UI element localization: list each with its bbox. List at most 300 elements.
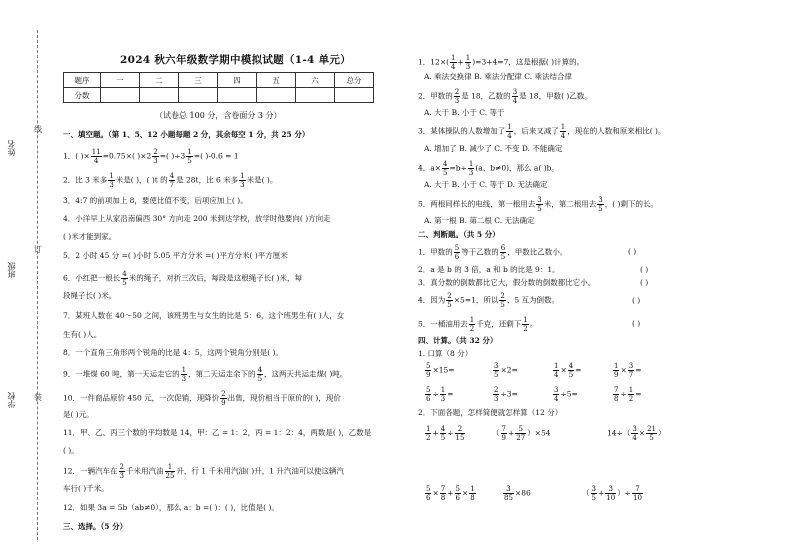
fraction: [493, 386, 499, 403]
denominator: 5: [122, 279, 127, 287]
numerator: 2: [494, 386, 499, 394]
text: 、5 互为倒数。: [506, 295, 559, 305]
numerator: 5: [426, 362, 431, 370]
text: 米，第二根用去: [543, 199, 597, 209]
text: ，第二天运走余下的: [188, 369, 256, 379]
binding-mark: 线: [34, 125, 42, 134]
choice-4-options: A. 大于 B. 小于 C. 等于 D. 无法确定: [424, 180, 548, 189]
fraction: [503, 485, 514, 502]
denominator: 3: [181, 375, 187, 383]
text: 米的绳子，对折三次后，每段是这根绳子长( )米，每: [128, 273, 302, 283]
binding-mark: 订: [34, 245, 42, 254]
text: （: [582, 488, 590, 498]
fraction: [469, 485, 475, 502]
denominator: 9: [501, 434, 506, 442]
numerator: 1: [240, 172, 245, 180]
text: 9．一堆煤 60 吨，第一天运走它的: [63, 369, 180, 379]
text: ）: [658, 428, 666, 438]
section-fill-blank: 一、填空题。（第 1、5、12 小题每题 2 分，其余每空 1 分，共 25 分）: [63, 130, 310, 139]
text: ×15=: [432, 365, 455, 375]
class-label: 班级: [7, 262, 16, 278]
judge-5: [418, 316, 537, 333]
operator: +: [597, 488, 605, 498]
numerator: 1: [468, 160, 474, 168]
oral-calc-item: [424, 362, 455, 379]
text: 2．甲数的: [418, 91, 453, 101]
table-cell: 题序: [64, 73, 101, 88]
text: 3．某体操队的人数增加了: [418, 126, 506, 136]
table-cell: 六: [296, 73, 335, 88]
question-10: [63, 390, 341, 407]
fraction: [220, 390, 226, 407]
oral-calc-heading: 1. 口算（8 分）: [418, 349, 473, 358]
numerator: 5: [426, 485, 431, 493]
numerator: 6: [500, 244, 506, 252]
fraction: [169, 172, 175, 189]
score-input-cell[interactable]: [140, 88, 179, 103]
denominator: 4: [451, 63, 456, 71]
numerator: 3: [554, 386, 559, 394]
numerator: 1: [560, 123, 566, 131]
denominator: 6: [426, 395, 431, 403]
text: ，现在的人数和原来相比( )。: [567, 126, 666, 136]
oral-calc-item: [552, 386, 578, 403]
denominator: 4: [507, 132, 512, 140]
denominator: 2: [628, 395, 634, 403]
fraction: [455, 425, 466, 442]
numerator: 2: [447, 292, 452, 300]
denominator: 27: [516, 434, 526, 442]
text: ，( )剩下的长。: [604, 199, 658, 209]
numerator: 1: [470, 485, 475, 493]
numerator: 1: [554, 362, 559, 370]
text: +: [457, 57, 464, 67]
choice-4: [418, 160, 559, 177]
numerator: 1: [507, 123, 512, 131]
numerator: 3: [512, 88, 518, 96]
fraction: [455, 485, 461, 502]
table-cell: 四: [218, 73, 257, 88]
numerator: 2: [455, 425, 466, 434]
denominator: 5: [500, 301, 505, 309]
numerator: 3: [598, 196, 603, 204]
numerator: 7: [614, 386, 619, 394]
text: ÷: [432, 389, 439, 399]
fraction: [91, 148, 102, 165]
denominator: 9: [426, 371, 431, 379]
fraction: [108, 172, 114, 189]
denominator: 8: [614, 395, 619, 403]
text: ）×54: [527, 428, 551, 438]
score-input-cell[interactable]: [101, 88, 140, 103]
denominator: 8: [440, 494, 446, 502]
numerator: 4: [440, 425, 446, 433]
fraction: [512, 88, 518, 105]
fraction: [239, 172, 245, 189]
question-1: [63, 148, 239, 165]
denominator: 5: [494, 371, 499, 379]
oral-calc-item: [612, 386, 642, 403]
question-12-cont: 车行( )千米。: [63, 484, 109, 493]
table-cell: 分数: [64, 88, 101, 103]
fraction: [425, 425, 431, 442]
table-cell: 三: [179, 73, 218, 88]
question-3: 3．4:7 的前项加上 8，要使比值不变，后项应加上( )。: [63, 196, 248, 205]
numerator: 1: [440, 386, 446, 394]
judge-1-answer[interactable]: ( ): [628, 247, 637, 256]
question-4: 4．小洋早上从家沿南偏西 30° 方向走 200 米到达学校，放学时他要向( )方向走: [63, 214, 331, 223]
numerator: 7: [632, 485, 643, 494]
text: 千克，还剩下: [476, 319, 522, 329]
denominator: 4: [632, 434, 637, 442]
choice-1-options: A. 乘法交换律 B. 乘法分配律 C. 乘法结合律: [424, 72, 572, 81]
denominator: 5: [500, 253, 506, 261]
question-12: [63, 463, 344, 480]
denominator: 10: [632, 494, 642, 502]
fraction: [631, 425, 637, 442]
denominator: 6: [454, 253, 460, 261]
numerator: 2: [221, 390, 226, 398]
text: )=3+4=7，这是根据( )计算的。: [472, 57, 585, 67]
text: 。: [529, 319, 538, 329]
numerator: 5: [455, 485, 460, 493]
fraction: [553, 362, 559, 379]
question-10-cont: 是( )元。: [63, 410, 94, 419]
denominator: 2: [469, 325, 475, 333]
text: 2．比 3 米多: [63, 175, 108, 185]
question-4-cont: ( )米才能到家。: [63, 232, 117, 241]
denominator: 5: [257, 375, 263, 383]
text: 14÷（: [607, 428, 631, 438]
denominator: 9: [221, 399, 226, 407]
denominator: 25: [165, 472, 175, 480]
fraction: [613, 362, 619, 379]
judge-4: [418, 292, 559, 309]
text: 米是( )。: [246, 175, 278, 185]
score-input-cell[interactable]: [296, 88, 335, 103]
text: ÷3=: [500, 389, 518, 399]
numerator: 2: [153, 148, 158, 156]
fraction: [446, 292, 452, 309]
text: 千米用汽油: [126, 466, 164, 476]
numerator: 2: [119, 463, 125, 471]
text: =b÷: [449, 163, 467, 173]
text: 5．两根同样长的电线，第一根用去: [418, 199, 536, 209]
judge-3-answer[interactable]: ( ): [640, 278, 649, 287]
fraction: [560, 123, 566, 140]
simplify-calc-item: [607, 425, 666, 442]
numerator: 1: [465, 54, 471, 62]
denominator: 4: [554, 395, 559, 403]
denominator: 3: [109, 181, 114, 189]
oral-calc-item: [492, 386, 518, 403]
numerator: 1: [451, 54, 456, 62]
numerator: 21: [647, 425, 657, 433]
text: 米是( )，( )t 的: [115, 175, 168, 185]
question-6: [63, 270, 302, 287]
denominator: 5: [187, 157, 192, 165]
denominator: 6: [455, 494, 460, 502]
numerator: 1: [181, 366, 187, 374]
table-cell: 一: [101, 73, 140, 88]
choice-1: [418, 54, 584, 71]
operator: ×: [432, 488, 439, 498]
fraction: [181, 366, 187, 383]
score-input-cell[interactable]: [257, 88, 296, 103]
numerator: 1: [614, 362, 619, 370]
fraction: [515, 425, 526, 442]
numerator: 5: [515, 425, 526, 434]
judge-3: 3．真分数的倒数都比它大，假分数的倒数都比它小。: [418, 278, 596, 287]
score-input-cell[interactable]: [218, 88, 257, 103]
denominator: 5: [447, 301, 452, 309]
denominator: 5: [591, 494, 596, 502]
judge-4-answer[interactable]: ( ): [632, 296, 641, 305]
text: =( )-0.6 = 1: [193, 151, 239, 161]
text: ×86: [514, 488, 531, 498]
fraction: [493, 362, 499, 379]
text: 是 28t，比 6 米多: [176, 175, 239, 185]
fraction: [605, 485, 616, 502]
fraction: [501, 425, 507, 442]
choice-5: [418, 196, 658, 213]
denominator: 5: [537, 205, 542, 213]
score-input-cell[interactable]: [179, 88, 218, 103]
score-table-row: [64, 88, 374, 103]
numerator: 4: [443, 160, 448, 168]
numerator: 2: [500, 292, 505, 300]
fraction: [468, 160, 474, 177]
numerator: 3: [503, 485, 514, 494]
text: 是 18，乙数的: [461, 91, 511, 101]
choice-3: [418, 123, 665, 140]
school-label: 学校: [7, 392, 16, 408]
denominator: 7: [169, 181, 175, 189]
text: 是 18，甲数( )乙数。: [519, 91, 592, 101]
numerator: 3: [628, 362, 634, 370]
text: ）÷: [617, 488, 631, 498]
text: (a、b≠0)，那么 a( )b。: [475, 163, 559, 173]
text: ×: [620, 365, 627, 375]
denominator: 3: [119, 472, 125, 480]
judge-5-answer[interactable]: ( ): [632, 319, 641, 328]
section-choice: 三、选择。（5 分）: [63, 522, 128, 531]
fraction: [425, 386, 431, 403]
fraction: [454, 88, 460, 105]
text: 5．一桶油用去: [418, 319, 468, 329]
denominator: 3: [468, 169, 474, 177]
fraction: [425, 362, 431, 379]
exam-title: 2024 秋六年级数学期中模拟试题（1-4 单元）: [120, 54, 352, 66]
binding-mark: 装: [34, 393, 42, 402]
table-cell: 总分: [335, 73, 374, 88]
denominator: 10: [606, 494, 616, 502]
denominator: 2: [426, 434, 431, 442]
denominator: 3: [465, 63, 471, 71]
score-input-cell[interactable]: [335, 88, 374, 103]
judge-2: 2．a 是 b 的 3 倍，a 和 b 的比是 9：1。: [418, 265, 560, 274]
denominator: 3: [494, 395, 499, 403]
numerator: 4: [169, 172, 175, 180]
score-table: [63, 72, 374, 103]
numerator: 5: [454, 244, 460, 252]
denominator: 4: [554, 371, 559, 379]
denominator: 5: [568, 371, 574, 379]
fraction: [597, 196, 603, 213]
question-7-cont: 生有( )人。: [63, 330, 102, 339]
question-11: 11．甲、乙、丙三个数的平均数是 14，甲：乙 = 1：2，丙 = 1：2：4，两数是( )，乙数是: [63, 428, 372, 437]
text: 出售，现价相当于原价的( )，现价: [227, 393, 341, 403]
numerator: 3: [632, 425, 637, 433]
operator: +: [447, 488, 454, 498]
fraction: [450, 54, 456, 71]
fraction: [440, 425, 446, 442]
denominator: 3: [454, 97, 460, 105]
fraction: [553, 386, 559, 403]
fraction: [646, 425, 657, 442]
fraction: [442, 160, 448, 177]
text: 10．一件商品原价 450 元，一次促销，现降价: [63, 393, 220, 403]
choice-3-options: A. 增加了 B. 减少了 C. 不变 D. 不能确定: [424, 144, 563, 153]
text: ÷5=: [560, 389, 578, 399]
table-cell: 五: [257, 73, 296, 88]
denominator: 15: [455, 434, 465, 442]
numerator: 7: [501, 425, 506, 433]
oral-calc-item: [612, 362, 642, 379]
text: （: [492, 428, 500, 438]
simplify-calc-item: [582, 485, 644, 502]
fraction: [628, 362, 634, 379]
denominator: 3: [240, 181, 245, 189]
text: 4．因为: [418, 295, 446, 305]
text: ，甲数比乙数小。: [507, 247, 568, 257]
oral-calc-item: [552, 362, 582, 379]
fraction: [152, 148, 158, 165]
fraction: [499, 292, 505, 309]
text: ，这两天共运走煤( )吨。: [264, 369, 348, 379]
fraction: [121, 270, 127, 287]
section-judge: 二、判断题。（共 5 分）: [418, 230, 500, 239]
denominator: 5: [649, 434, 654, 442]
numerator: 4: [122, 270, 127, 278]
text: 1．12×(: [418, 57, 450, 67]
question-6-cont: 段绳子长( )米。: [63, 291, 117, 300]
text: =: [447, 389, 454, 399]
text: =: [575, 365, 582, 375]
question-5: 5．2 小时 45 分 =( )小时 5.05 平方分米 =( )平方分米( )平方厘米: [63, 251, 288, 260]
numerator: 3: [605, 485, 616, 494]
score-table-header-row: [64, 73, 374, 88]
oral-calc-item: [424, 386, 454, 403]
section-calc: 四、计算。（共 32 分）: [418, 336, 498, 345]
numerator: 2: [454, 88, 460, 96]
numerator: 1: [469, 316, 475, 324]
fraction: [440, 386, 446, 403]
denominator: 3: [440, 395, 446, 403]
text: 12．一辆汽车在: [63, 466, 118, 476]
text: ，后来又减了: [513, 126, 559, 136]
operator: ×: [462, 488, 469, 498]
numerator: 1: [426, 425, 431, 433]
question-13: 12．如果 3a = 5b（ab≠0），那么 a：b =( )：( )，比值是( )。: [63, 503, 279, 512]
text: ×: [560, 365, 567, 375]
denominator: 85: [504, 494, 513, 502]
denominator: 4: [560, 132, 566, 140]
binding-line: [37, 30, 38, 540]
denominator: 7: [628, 371, 634, 379]
denominator: 2: [523, 325, 528, 333]
fraction: [454, 244, 460, 261]
fraction: [632, 485, 643, 502]
numerator: 3: [537, 196, 542, 204]
numerator: 1: [523, 316, 528, 324]
text: =( )÷3: [159, 151, 186, 161]
table-cell: 二: [140, 73, 179, 88]
fraction: [440, 485, 446, 502]
denominator: 4: [94, 157, 99, 165]
fraction: [257, 366, 263, 383]
denominator: 3: [153, 157, 158, 165]
question-2: [63, 172, 277, 189]
simplify-calc-item: [424, 485, 477, 502]
text: ×5=1，所以: [453, 295, 499, 305]
judge-2-answer[interactable]: ( ): [640, 265, 649, 274]
operator: +: [432, 428, 439, 438]
choice-2-options: A. 大于 B. 小于 C. 等于: [424, 108, 505, 117]
text: =0.75×( )×2: [102, 151, 152, 161]
numerator: 1: [165, 463, 176, 472]
fraction: [568, 362, 574, 379]
text: 4．a×: [418, 163, 442, 173]
text: =: [635, 389, 642, 399]
fraction: [469, 316, 475, 333]
numerator: 4: [257, 366, 263, 374]
text: 升，行 1 千米用汽油( )升，1 升汽油可以使这辆汽: [176, 466, 344, 476]
text: ×2=: [500, 365, 518, 375]
judge-1: [418, 244, 567, 261]
question-8: 8．一个直角三角形两个锐角的比是 4：5，这两个锐角分别是( )。: [63, 348, 283, 357]
text: =: [635, 365, 642, 375]
choice-5-options: A. 第一根 B. 第二根 C. 无法确定: [424, 216, 535, 225]
fraction: [465, 54, 471, 71]
denominator: 9: [614, 371, 619, 379]
fraction: [613, 386, 619, 403]
denominator: 5: [440, 434, 446, 442]
fraction: [522, 316, 528, 333]
score-note: （试卷总 100 分，含卷面分 3 分）: [155, 111, 282, 120]
denominator: 5: [443, 169, 448, 177]
numerator: 1: [109, 172, 114, 180]
question-7: 7．某班人数在 40～50 之间，该班男生与女生的比是 5：6，这个班男生有( )人，女: [63, 311, 345, 320]
oral-calc-item: [492, 362, 518, 379]
denominator: 8: [470, 494, 475, 502]
fraction: [165, 463, 176, 480]
numerator: 1: [187, 148, 192, 156]
text: ÷: [620, 389, 627, 399]
fraction: [119, 463, 125, 480]
numerator: 5: [426, 386, 431, 394]
fraction: [536, 196, 542, 213]
denominator: 4: [512, 97, 518, 105]
choice-2: [418, 88, 592, 105]
denominator: 6: [426, 494, 431, 502]
simplify-calc-item: [424, 425, 466, 442]
fraction: [591, 485, 597, 502]
numerator: 11: [91, 148, 101, 156]
fraction: [628, 386, 634, 403]
numerator: 3: [494, 362, 499, 370]
fraction: [186, 148, 192, 165]
